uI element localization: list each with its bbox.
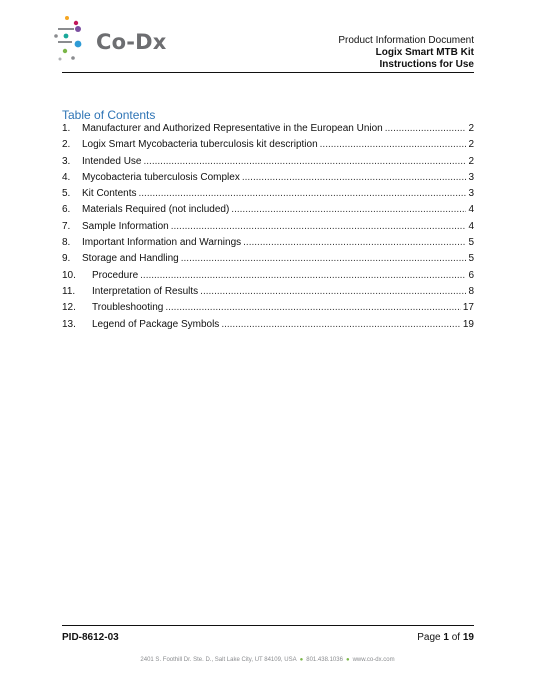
toc-entry-number: 8. xyxy=(62,237,71,249)
toc-entry-number: 1. xyxy=(62,123,71,134)
toc-dot-leader xyxy=(320,139,467,150)
table-of-contents xyxy=(62,123,474,335)
toc-entry-page: 4 xyxy=(468,220,474,232)
toc-entry-page: 5 xyxy=(468,253,474,265)
toc-entry[interactable] xyxy=(62,204,474,220)
toc-entry-title: Important Information and Warnings xyxy=(82,237,242,249)
toc-entry-number: 2. xyxy=(62,139,71,151)
toc-entry-page: 4 xyxy=(468,204,474,216)
toc-entry[interactable] xyxy=(62,270,474,286)
toc-entry[interactable] xyxy=(62,172,474,188)
footer-page-number xyxy=(417,632,474,643)
toc-dot-leader xyxy=(138,188,466,199)
toc-entry[interactable] xyxy=(62,286,474,302)
toc-entry-page: 3 xyxy=(468,188,474,200)
toc-entry-number: 4. xyxy=(62,171,71,183)
toc-dot-leader xyxy=(385,123,467,134)
toc-entry[interactable] xyxy=(62,139,474,155)
toc-entry-page: 2 xyxy=(468,123,474,134)
toc-entry[interactable] xyxy=(62,188,474,204)
toc-entry-title: Troubleshooting xyxy=(92,302,164,314)
toc-entry[interactable] xyxy=(62,123,474,139)
toc-entry[interactable] xyxy=(62,253,474,269)
toc-dot-leader xyxy=(221,319,461,330)
toc-entry-title: Materials Required (not included) xyxy=(82,204,230,216)
page-total: 19 xyxy=(462,632,474,643)
toc-entry-number: 5. xyxy=(62,188,71,200)
toc-entry-number: 12. xyxy=(62,302,76,314)
address-street: 2401 S. Foothill Dr. Ste. D., Salt Lake City, UT 84109, USA xyxy=(140,657,297,663)
toc-entry-title: Kit Contents xyxy=(82,188,137,200)
toc-entry-title: Sample Information xyxy=(82,220,169,232)
toc-entry-page: 2 xyxy=(468,139,474,151)
footer-divider xyxy=(62,625,474,626)
company-logo xyxy=(52,14,172,70)
toc-dot-leader xyxy=(181,253,467,264)
toc-entry[interactable] xyxy=(62,319,474,335)
separator-dot-icon: ● xyxy=(299,657,304,663)
toc-entry-title: Intended Use xyxy=(82,155,142,167)
toc-entry-title: Legend of Package Symbols xyxy=(92,318,220,330)
toc-dot-leader xyxy=(231,204,466,215)
toc-entry-number: 10. xyxy=(62,269,76,281)
toc-dot-leader xyxy=(242,172,467,183)
address-phone: 801.438.1036 xyxy=(306,657,343,663)
toc-entry[interactable] xyxy=(62,156,474,172)
toc-entry-number: 6. xyxy=(62,204,71,216)
toc-entry-title: Storage and Handling xyxy=(82,253,179,265)
page-of: of xyxy=(451,632,461,643)
toc-entry-title: Procedure xyxy=(92,269,139,281)
toc-title: Table of Contents xyxy=(62,108,156,122)
toc-dot-leader xyxy=(200,286,466,297)
toc-entry-page: 3 xyxy=(468,171,474,183)
header-product-name: Logix Smart MTB Kit xyxy=(375,47,474,58)
separator-dot-icon: ● xyxy=(345,657,350,663)
address-website: www.co-dx.com xyxy=(352,657,395,663)
header-doc-type: Product Information Document xyxy=(338,35,474,46)
toc-entry-title: Interpretation of Results xyxy=(92,285,199,297)
toc-entry-title: Logix Smart Mycobacteria tuberculosis kit description xyxy=(82,139,318,151)
toc-entry-title: Mycobacteria tuberculosis Complex xyxy=(82,171,240,183)
toc-entry-page: 6 xyxy=(468,269,474,281)
toc-dot-leader xyxy=(243,237,466,248)
toc-entry-number: 11. xyxy=(62,285,76,297)
toc-entry-number: 9. xyxy=(62,253,71,265)
header-doc-title: Instructions for Use xyxy=(379,59,474,70)
logo-wordmark: Co-Dx xyxy=(96,30,167,54)
toc-entry[interactable] xyxy=(62,237,474,253)
toc-entry[interactable] xyxy=(62,302,474,318)
toc-entry-number: 3. xyxy=(62,155,71,167)
toc-dot-leader xyxy=(140,270,466,281)
toc-entry-number: 13. xyxy=(62,318,76,330)
footer-doc-id: PID-8612-03 xyxy=(62,632,119,643)
toc-entry-page: 17 xyxy=(462,302,474,314)
footer-address xyxy=(0,657,535,663)
toc-dot-leader xyxy=(144,156,467,167)
logo-mark-icon xyxy=(52,14,96,70)
document-header xyxy=(338,35,474,71)
page-word: Page xyxy=(417,632,441,643)
toc-dot-leader xyxy=(165,302,461,313)
toc-entry-page: 5 xyxy=(468,237,474,249)
toc-entry[interactable] xyxy=(62,221,474,237)
toc-entry-page: 19 xyxy=(462,318,474,330)
toc-entry-title: Manufacturer and Authorized Representative in the European Union xyxy=(82,123,383,134)
toc-entry-page: 8 xyxy=(468,285,474,297)
page-current: 1 xyxy=(443,632,449,643)
toc-entry-number: 7. xyxy=(62,220,71,232)
toc-dot-leader xyxy=(171,221,467,232)
toc-entry-page: 2 xyxy=(468,155,474,167)
header-divider xyxy=(62,72,474,73)
